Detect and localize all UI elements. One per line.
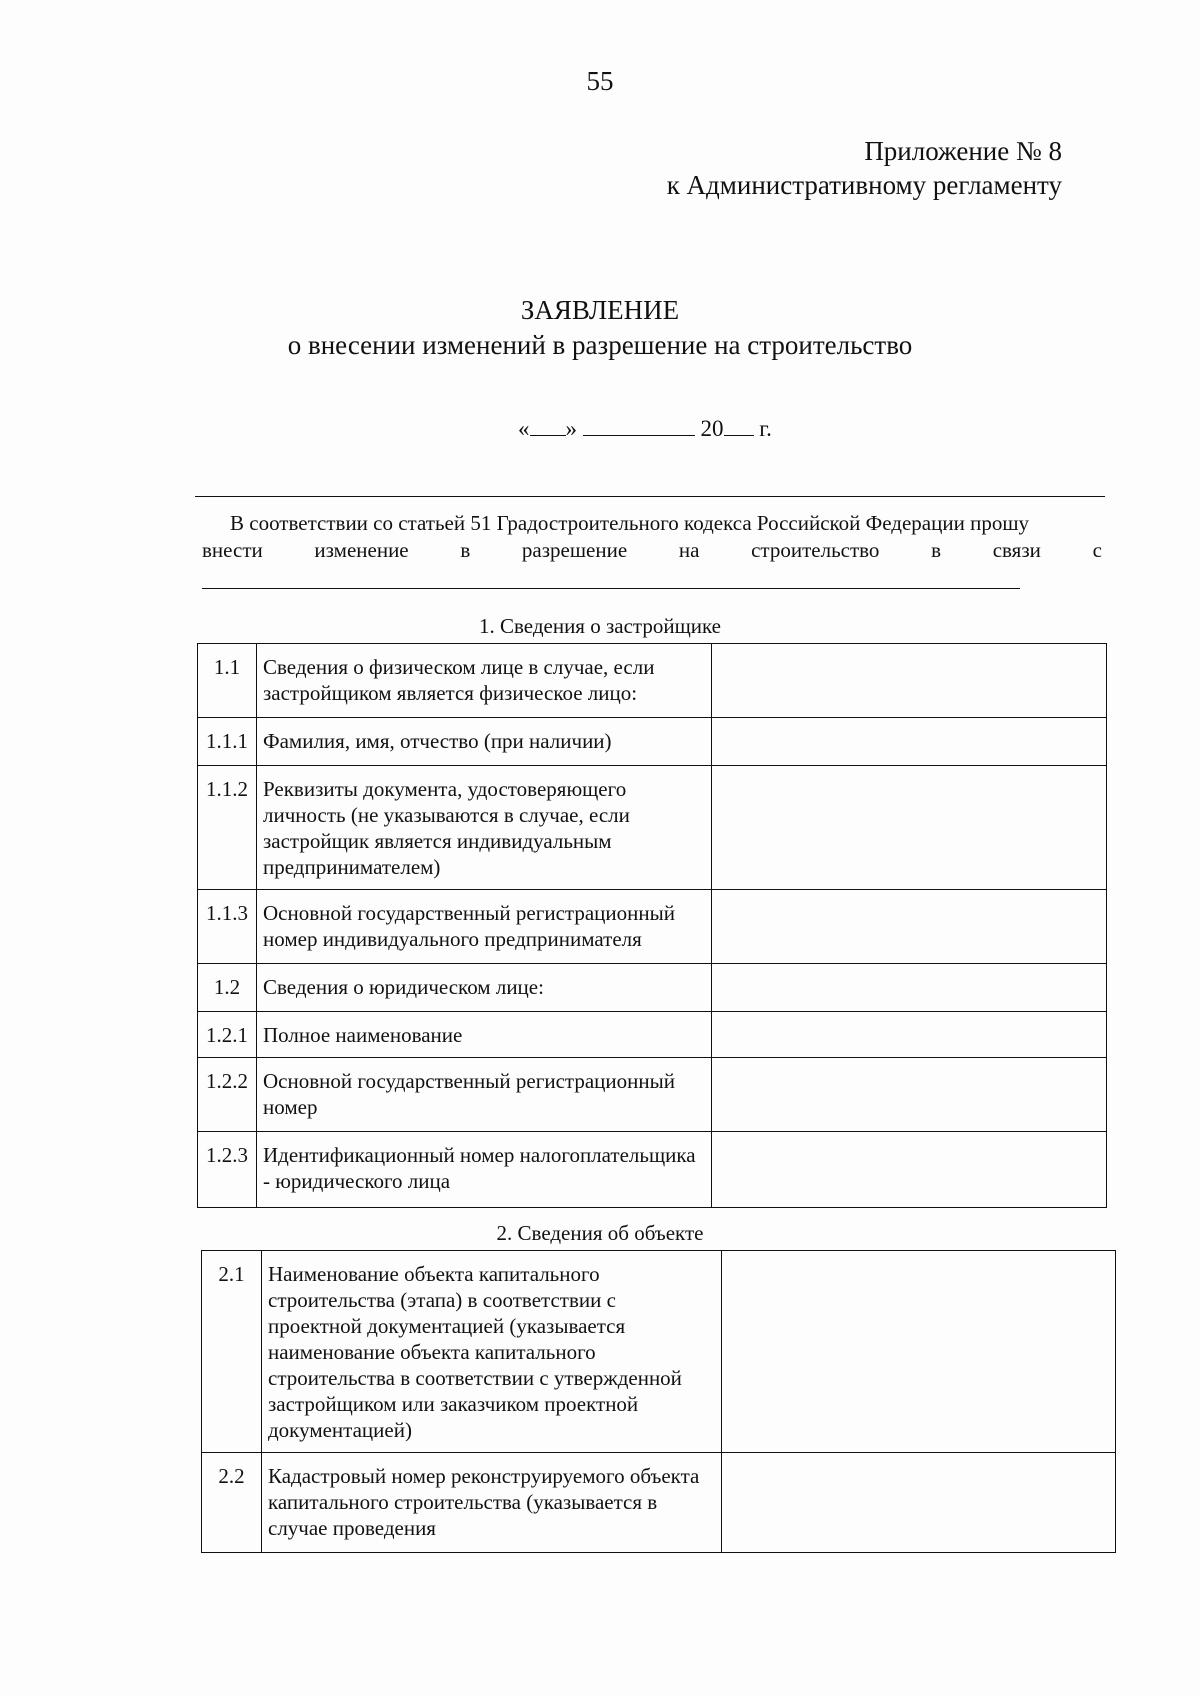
year-field[interactable] <box>724 417 754 436</box>
developer-info-table <box>197 643 1107 1208</box>
row-value-input[interactable] <box>712 766 1107 890</box>
row-label: Сведения о физическом лице в случае, если застройщиком является физическое лицо: <box>257 644 712 718</box>
row-value-input[interactable] <box>712 964 1107 1012</box>
page-number: 55 <box>586 66 614 96</box>
table-row <box>198 1012 1107 1058</box>
table-row <box>202 1453 1116 1553</box>
appendix-note <box>667 134 1062 202</box>
row-value-input[interactable] <box>712 644 1107 718</box>
table-row <box>198 1132 1107 1208</box>
table-row <box>198 766 1107 890</box>
year-prefix: 20 <box>700 416 724 441</box>
row-value-input[interactable] <box>712 1058 1107 1132</box>
row-number: 1.2 <box>198 964 257 1012</box>
row-label: Наименование объекта капитального строительства (этапа) в соответствии с проектной документацией (указывается наименование объекта капитального строительства в соответствии с утвержденной застройщиком или заказчиком проектной документацией) <box>262 1251 722 1453</box>
intro-word: в <box>460 538 471 562</box>
intro-line-2 <box>202 537 1102 564</box>
date-close-quote: » <box>565 416 577 441</box>
day-field[interactable] <box>530 417 566 436</box>
section-2-title: 2. Сведения об объекте <box>496 1221 704 1245</box>
table-row <box>198 1058 1107 1132</box>
year-suffix: г. <box>759 416 772 441</box>
row-label: Сведения о юридическом лице: <box>257 964 712 1012</box>
row-label: Фамилия, имя, отчество (при наличии) <box>257 718 712 766</box>
section-1-title: 1. Сведения о застройщике <box>478 614 721 638</box>
intro-word: связи <box>992 538 1041 562</box>
date-open-quote: « <box>518 416 530 441</box>
date-line <box>518 416 772 442</box>
row-number: 2.1 <box>202 1251 262 1453</box>
intro-word: на <box>678 538 700 562</box>
table-row <box>198 890 1107 964</box>
intro-word: в <box>931 538 942 562</box>
document-subtitle: о внесении изменений в разрешение на строительство <box>287 330 913 360</box>
intro-paragraph <box>202 510 1102 564</box>
row-number: 1.1.3 <box>198 890 257 964</box>
row-label: Основной государственный регистрационный номер <box>257 1058 712 1132</box>
intro-word: с <box>1092 538 1102 562</box>
row-number: 1.1.2 <box>198 766 257 890</box>
header-divider <box>195 496 1105 497</box>
reason-input-line[interactable] <box>202 588 1020 589</box>
intro-word: изменение <box>314 538 409 562</box>
row-number: 2.2 <box>202 1453 262 1553</box>
row-label: Реквизиты документа, удостоверяющего личность (не указываются в случае, если застройщик является индивидуальным предпринимателем) <box>257 766 712 890</box>
intro-word: внести <box>202 538 263 562</box>
row-value-input[interactable] <box>722 1251 1116 1453</box>
intro-word: разрешение <box>521 538 628 562</box>
row-number: 1.2.3 <box>198 1132 257 1208</box>
table-row <box>202 1251 1116 1453</box>
table-row <box>198 718 1107 766</box>
row-value-input[interactable] <box>712 1012 1107 1058</box>
intro-word: строительство <box>751 538 880 562</box>
row-value-input[interactable] <box>712 890 1107 964</box>
row-number: 1.1.1 <box>198 718 257 766</box>
row-number: 1.2.2 <box>198 1058 257 1132</box>
row-value-input[interactable] <box>712 718 1107 766</box>
table-row <box>198 644 1107 718</box>
object-info-table <box>201 1250 1116 1553</box>
row-number: 1.1 <box>198 644 257 718</box>
table-row <box>198 964 1107 1012</box>
row-value-input[interactable] <box>712 1132 1107 1208</box>
row-label: Основной государственный регистрационный номер индивидуального предпринимателя <box>257 890 712 964</box>
document-title: ЗАЯВЛЕНИЕ <box>520 295 680 325</box>
appendix-line-1: Приложение № 8 <box>864 136 1062 166</box>
row-label: Идентификационный номер налогоплательщика - юридического лица <box>257 1132 712 1208</box>
row-value-input[interactable] <box>722 1453 1116 1553</box>
row-label: Полное наименование <box>257 1012 712 1058</box>
appendix-line-2: к Административному регламенту <box>666 170 1062 200</box>
month-field[interactable] <box>583 417 695 436</box>
row-label: Кадастровый номер реконструируемого объекта капитального строительства (указывается в случае проведения <box>262 1453 722 1553</box>
intro-line-1: В соответствии со статьей 51 Градостроительного кодекса Российской Федерации прошу <box>230 511 1029 535</box>
row-number: 1.2.1 <box>198 1012 257 1058</box>
